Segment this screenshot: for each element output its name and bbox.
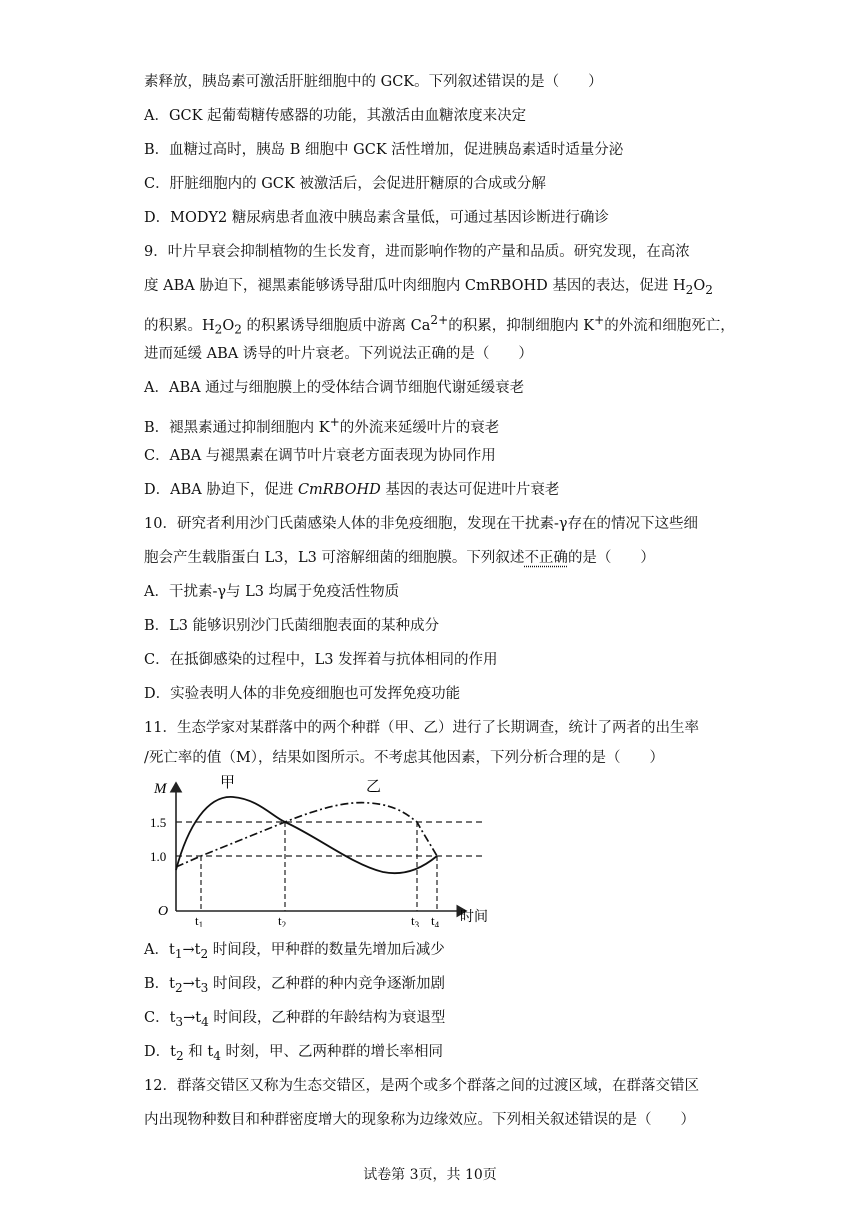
q11-option-c: C．$t_3\to t_4$ 时间段，乙种群的年龄结构为衰退型 [144, 1010, 446, 1029]
x-tick-t4: $t_4$ [431, 913, 440, 927]
q12-stem-line-2: 内出现物种数目和种群密度增大的现象称为边缘效应。下列相关叙述错误的是（ ） [144, 1112, 695, 1128]
q9-option-b: B．褪黑素通过抑制细胞内 K+的外流来延缓叶片的衰老 [144, 415, 500, 436]
q11-stem-line-1: 11．生态学家对某群落中的两个种群（甲、乙）进行了长期调查，统计了两者的出生率 [144, 720, 699, 736]
population-ratio-graph [148, 775, 498, 927]
q11-option-d: D．$t_2$ 和 $t_4$ 时刻，甲、乙两种群的增长率相同 [144, 1044, 443, 1063]
q11-stem-line-2: /死亡率的值（M），结果如图所示。不考虑其他因素，下列分析合理的是（ ） [144, 750, 664, 766]
q10-stem-line-1: 10．研究者利用沙门氏菌感染人体的非免疫细胞，发现在干扰素-γ存在的情况下这些细 [144, 516, 699, 532]
y-tick-1-5: 1.5 [150, 815, 167, 830]
q8-option-b: B．血糖过高时，胰岛 B 细胞中 GCK 活性增加，促进胰岛素适时适量分泌 [144, 142, 624, 158]
q10-option-a: A．干扰素-γ与 L3 均属于免疫活性物质 [144, 584, 400, 600]
q10-stem-line-2: 胞会产生载脂蛋白 L3，L3 可溶解细菌的细胞膜。下列叙述不正确的是（ ） [144, 550, 655, 566]
q11-option-a: A．$t_1\to t_2$ 时间段，甲种群的数量先增加后减少 [144, 942, 445, 961]
q8-option-c: C．肝脏细胞内的 GCK 被激活后，会促进肝糖原的合成或分解 [144, 176, 546, 192]
curve-yi-label: 乙 [366, 777, 382, 795]
x-tick-t2: $t_2$ [278, 913, 287, 927]
q12-stem-line-1: 12．群落交错区又称为生态交错区，是两个或多个群落之间的过渡区域，在群落交错区 [144, 1078, 699, 1094]
x-axis-label: 时间 [460, 909, 488, 925]
y-tick-1-0: 1.0 [150, 849, 167, 864]
q10-option-c: C．在抵御感染的过程中，L3 发挥着与抗体相同的作用 [144, 652, 498, 668]
q9-stem-line-2: 度 ABA 胁迫下，褪黑素能够诱导甜瓜叶肉细胞内 CmRBOHD 基因的表达，促进 $H_2O_2$ [144, 278, 713, 297]
q8-option-d: D．MODY2 糖尿病患者血液中胰岛素含量低，可通过基因诊断进行确诊 [144, 210, 609, 226]
page-footer: 试卷第 3页，共 10页 [363, 1167, 497, 1183]
q8-stem-end: 素释放，胰岛素可激活肝脏细胞中的 GCK。下列叙述错误的是（ ） [144, 74, 603, 90]
q9-option-a: A．ABA 通过与细胞膜上的受体结合调节细胞代谢延缓衰老 [144, 380, 525, 396]
q10-option-b: B．L3 能够识别沙门氏菌细胞表面的某种成分 [144, 618, 440, 634]
q9-stem-line-4: 进而延缓 ABA 诱导的叶片衰老。下列说法正确的是（ ） [144, 346, 533, 362]
y-axis-label: M [154, 781, 167, 797]
q9-stem-line-3: 的积累。$H_2O_2$ 的积累诱导细胞质中游离 $Ca^{2+}$的积累，抑制细胞内 K+的外流和细胞死亡， [144, 313, 735, 337]
q8-option-a: A．GCK 起葡萄糖传感器的功能，其激活由血糖浓度来决定 [144, 108, 527, 124]
q9-option-c: C．ABA 与褪黑素在调节叶片衰老方面表现为协同作用 [144, 448, 496, 464]
q9-option-d: D．ABA 胁迫下，促进 CmRBOHD 基因的表达可促进叶片衰老 [144, 482, 560, 498]
curve-jia-label: 甲 [220, 775, 236, 791]
origin-label: O [158, 904, 169, 919]
x-tick-t1: $t_1$ [195, 913, 204, 927]
x-tick-t3: $t_3$ [411, 913, 420, 927]
emphasis-dots: 不正确 [524, 550, 568, 566]
curve-yi [176, 803, 437, 867]
q10-option-d: D．实验表明人体的非免疫细胞也可发挥免疫功能 [144, 686, 461, 702]
q11-option-b: B．$t_2\to t_3$ 时间段，乙种群的种内竞争逐渐加剧 [144, 976, 445, 995]
curve-jia [176, 797, 437, 873]
q9-stem-line-1: 9．叶片早衰会抑制植物的生长发育，进而影响作物的产量和品质。研究发现，在高浓 [144, 244, 690, 260]
